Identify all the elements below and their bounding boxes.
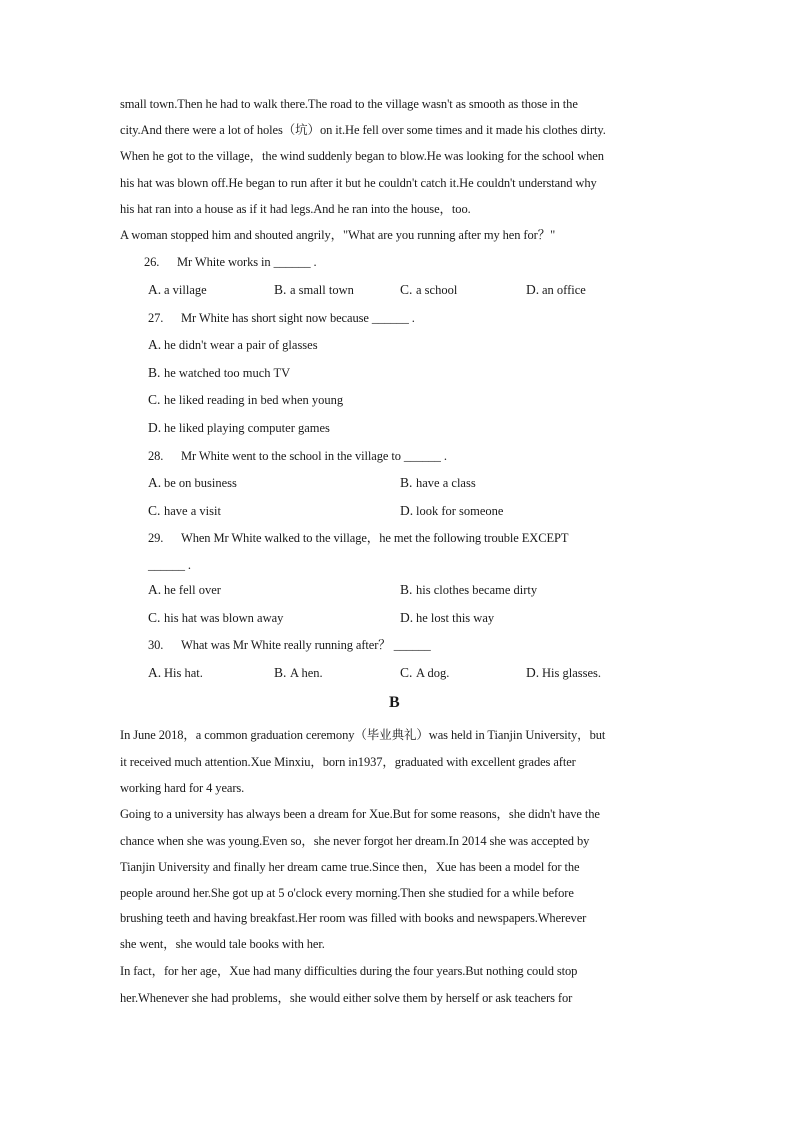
option-text: a village [164,283,207,297]
option-letter: A. [148,582,162,597]
option-letter: C. [148,610,161,625]
option-letter: D. [400,610,414,625]
question-number: 26. [144,255,160,269]
option-d[interactable] [148,420,330,436]
option-text: his clothes became dirty [416,583,538,597]
option-letter: A. [148,665,162,680]
question-number: 28. [148,449,164,463]
question-text: When Mr White walked to the village，he met the following trouble EXCEPT [181,531,569,545]
option-letter: D. [148,420,162,435]
option-letter: C. [400,665,413,680]
option-d[interactable] [526,665,601,681]
option-a[interactable] [148,475,237,491]
option-letter: D. [526,665,540,680]
option-text: he fell over [164,583,221,597]
option-text: a school [416,283,458,297]
section-b-title: B [389,694,400,711]
option-letter: C. [148,392,161,407]
option-text: he liked playing computer games [164,421,330,435]
option-d[interactable] [400,610,494,626]
question-stem [148,637,431,653]
question-stem [148,530,568,546]
option-text: a small town [290,283,354,297]
question-text: Mr White works in ______ . [177,255,317,269]
question-text: Mr White went to the school in the village to ______ . [181,449,447,463]
option-letter: C. [148,503,161,518]
passage-line: Tianjin University and finally her dream came true.Since then，Xue has been a model for the [120,860,580,874]
option-letter: B. [274,282,287,297]
option-a[interactable] [148,337,318,353]
option-text: be on business [164,476,237,490]
option-text: A hen. [290,666,323,680]
option-text: he liked reading in bed when young [164,393,344,407]
option-text: he watched too much TV [164,366,291,380]
question-number: 29. [148,531,164,545]
option-text: A dog. [416,666,450,680]
option-letter: B. [400,475,413,490]
option-c[interactable] [400,282,457,298]
option-c[interactable] [148,392,343,408]
passage-line: people around her.She got up at 5 o'clock every morning.Then she studied for a while before [120,886,574,900]
question-stem-continuation: ______ . [148,558,191,572]
passage-line: his hat ran into a house as if it had legs.And he ran into the house，too. [120,202,471,216]
passage-line: brushing teeth and having breakfast.Her room was filled with books and newspapers.Wherever [120,911,587,925]
passage-line: A woman stopped him and shouted angrily，"What are you running after my hen for？" [120,228,556,242]
option-b[interactable] [274,282,354,298]
option-letter: A. [148,337,162,352]
option-letter: B. [400,582,413,597]
question-text: Mr White has short sight now because ______ . [181,311,415,325]
option-text: have a visit [164,504,221,518]
option-letter: A. [148,282,162,297]
option-d[interactable] [400,503,503,519]
passage-line: his hat was blown off.He began to run after it but he couldn't catch it.He couldn't understand why [120,176,597,190]
question-stem [148,448,447,464]
question-number: 30. [148,638,164,652]
passage-line: city.And there were a lot of holes（坑）on it.He fell over some times and it made his clothes dirty. [120,123,606,137]
passage-line: working hard for 4 years. [120,781,245,795]
option-a[interactable] [148,665,203,681]
option-a[interactable] [148,282,207,298]
passage-line: chance when she was young.Even so，she never forgot her dream.In 2014 she was accepted by [120,834,590,848]
option-letter: D. [400,503,414,518]
option-c[interactable] [148,503,221,519]
passage-line: In fact，for her age，Xue had many difficulties during the four years.But nothing could stop [120,964,578,978]
option-letter: D. [526,282,540,297]
option-text: he didn't wear a pair of glasses [164,338,318,352]
passage-line: When he got to the village，the wind suddenly began to blow.He was looking for the school when [120,149,604,163]
question-text: What was Mr White really running after？ ______ [181,638,431,652]
question-number: 27. [148,311,164,325]
option-text: His glasses. [542,666,602,680]
option-letter: B. [148,365,161,380]
passage-line: small town.Then he had to walk there.The road to the village wasn't as smooth as those in the [120,97,578,111]
option-letter: A. [148,475,162,490]
option-d[interactable] [526,282,586,298]
option-text: an office [542,283,586,297]
option-text: he lost this way [416,611,495,625]
option-b[interactable] [148,365,290,381]
passage-line: she went，she would tale books with her. [120,937,325,951]
question-stem [148,310,415,326]
option-text: have a class [416,476,476,490]
question-stem [144,254,317,270]
option-c[interactable] [148,610,283,626]
option-b[interactable] [400,475,476,491]
option-text: his hat was blown away [164,611,284,625]
option-c[interactable] [400,665,449,681]
option-letter: B. [274,665,287,680]
option-text: look for someone [416,504,504,518]
passage-line: Going to a university has always been a dream for Xue.But for some reasons，she didn't have the [120,807,600,821]
option-letter: C. [400,282,413,297]
option-a[interactable] [148,582,221,598]
passage-line: her.Whenever she had problems，she would either solve them by herself or ask teachers for [120,991,573,1005]
option-b[interactable] [274,665,323,681]
passage-line: it received much attention.Xue Minxiu，born in1937，graduated with excellent grades after [120,755,576,769]
passage-line: In June 2018，a common graduation ceremony（毕业典礼）was held in Tianjin University，but [120,728,606,742]
option-text: His hat. [164,666,203,680]
option-b[interactable] [400,582,537,598]
